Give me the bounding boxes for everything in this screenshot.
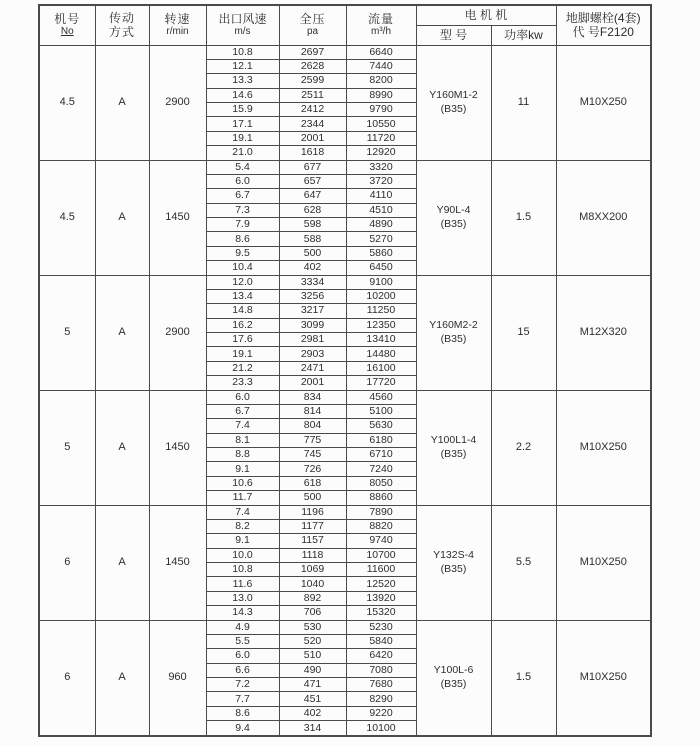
flow-cell: 9220: [346, 706, 416, 720]
flow-cell: 10200: [346, 289, 416, 303]
outlet-speed-cell: 8.8: [206, 448, 279, 462]
flow-cell: 13920: [346, 591, 416, 605]
rpm-cell: 2900: [149, 275, 206, 390]
flow-cell: 11720: [346, 131, 416, 145]
anchor-bolt-cell: M10X250: [556, 620, 651, 736]
outlet-speed-cell: 9.5: [206, 246, 279, 260]
pressure-cell: 471: [279, 678, 346, 692]
outlet-speed-cell: 6.0: [206, 649, 279, 663]
pressure-cell: 775: [279, 433, 346, 447]
flow-cell: 8860: [346, 491, 416, 505]
flow-cell: 4560: [346, 390, 416, 404]
flow-cell: 7440: [346, 59, 416, 73]
pressure-cell: 1177: [279, 519, 346, 533]
outlet-speed-cell: 5.4: [206, 160, 279, 174]
flow-cell: 9100: [346, 275, 416, 289]
machine-no-cell: 5: [39, 390, 95, 505]
pressure-cell: 1118: [279, 548, 346, 562]
header-bolt: [556, 5, 651, 45]
outlet-speed-cell: 14.3: [206, 606, 279, 620]
outlet-speed-cell: 10.8: [206, 563, 279, 577]
outlet-speed-cell: 9.4: [206, 721, 279, 736]
drive-mode-cell: A: [95, 45, 149, 160]
pressure-cell: 2001: [279, 131, 346, 145]
flow-cell: 3720: [346, 174, 416, 188]
flow-cell: 14480: [346, 347, 416, 361]
flow-cell: 7680: [346, 678, 416, 692]
pressure-cell: 745: [279, 448, 346, 462]
outlet-speed-cell: 23.3: [206, 376, 279, 390]
outlet-speed-cell: 14.8: [206, 304, 279, 318]
outlet-speed-cell: 7.3: [206, 203, 279, 217]
spec-row: [39, 45, 651, 59]
machine-no-cell: 4.5: [39, 160, 95, 275]
flow-cell: 5840: [346, 634, 416, 648]
flow-cell: 3320: [346, 160, 416, 174]
machine-no-cell: 6: [39, 620, 95, 736]
outlet-speed-cell: 8.6: [206, 232, 279, 246]
outlet-speed-cell: 13.4: [206, 289, 279, 303]
flow-cell: 6180: [346, 433, 416, 447]
header-machine-no-unit: No: [60, 26, 74, 38]
flow-cell: 10700: [346, 548, 416, 562]
header-motor-group: 电 机 机: [416, 5, 556, 25]
pressure-cell: 2001: [279, 376, 346, 390]
outlet-speed-cell: 9.1: [206, 534, 279, 548]
spec-row: [39, 505, 651, 519]
outlet-speed-cell: 8.1: [206, 433, 279, 447]
outlet-speed-cell: 17.6: [206, 333, 279, 347]
pressure-cell: 500: [279, 246, 346, 260]
outlet-speed-cell: 21.2: [206, 361, 279, 375]
header-bolt-label: 地脚螺栓(4套): [565, 10, 641, 25]
flow-cell: 11250: [346, 304, 416, 318]
header-motor-power: 功率kw: [491, 25, 556, 45]
outlet-speed-cell: 6.7: [206, 189, 279, 203]
rpm-cell: 1450: [149, 505, 206, 620]
outlet-speed-cell: 5.5: [206, 634, 279, 648]
motor-mount-text: (B35): [440, 562, 467, 575]
pressure-cell: 2344: [279, 117, 346, 131]
flow-cell: 8290: [346, 692, 416, 706]
pressure-cell: 500: [279, 491, 346, 505]
motor-power-cell: 1.5: [491, 620, 556, 736]
rpm-cell: 1450: [149, 390, 206, 505]
pressure-cell: 1196: [279, 505, 346, 519]
drive-mode-cell: A: [95, 390, 149, 505]
outlet-speed-cell: 6.0: [206, 390, 279, 404]
outlet-speed-cell: 12.1: [206, 59, 279, 73]
outlet-speed-cell: 7.7: [206, 692, 279, 706]
spec-row: [39, 275, 651, 289]
motor-power-cell: 15: [491, 275, 556, 390]
outlet-speed-cell: 16.2: [206, 318, 279, 332]
pressure-cell: 402: [279, 261, 346, 275]
motor-mount-text: (B35): [440, 447, 467, 460]
flow-cell: 10100: [346, 721, 416, 736]
flow-cell: 13410: [346, 333, 416, 347]
header-rpm-label: 转速: [164, 12, 191, 27]
flow-cell: 17720: [346, 376, 416, 390]
pressure-cell: 2471: [279, 361, 346, 375]
motor-mount-text: (B35): [440, 332, 467, 345]
outlet-speed-cell: 8.6: [206, 706, 279, 720]
outlet-speed-cell: 14.6: [206, 88, 279, 102]
outlet-speed-cell: 10.6: [206, 476, 279, 490]
spec-row: [39, 390, 651, 404]
pressure-cell: 804: [279, 419, 346, 433]
header-flow-unit: m³/h: [371, 26, 391, 38]
outlet-speed-cell: 6.6: [206, 663, 279, 677]
pressure-cell: 1069: [279, 563, 346, 577]
flow-cell: 7890: [346, 505, 416, 519]
pressure-cell: 2511: [279, 88, 346, 102]
outlet-speed-cell: 11.7: [206, 491, 279, 505]
flow-cell: 12520: [346, 577, 416, 591]
motor-mount-text: (B35): [440, 102, 467, 115]
header-bolt-code: 代 号F2120: [572, 25, 634, 40]
motor-power-cell: 1.5: [491, 160, 556, 275]
anchor-bolt-cell: M10X250: [556, 45, 651, 160]
rpm-cell: 1450: [149, 160, 206, 275]
pressure-cell: 892: [279, 591, 346, 605]
rpm-cell: 2900: [149, 45, 206, 160]
pressure-cell: 402: [279, 706, 346, 720]
pressure-cell: 598: [279, 218, 346, 232]
pressure-cell: 451: [279, 692, 346, 706]
motor-model-text: Y160M1-2: [429, 88, 478, 101]
pressure-cell: 2599: [279, 74, 346, 88]
header-pressure: [279, 5, 346, 45]
flow-cell: 8200: [346, 74, 416, 88]
outlet-speed-cell: 19.1: [206, 347, 279, 361]
flow-cell: 7080: [346, 663, 416, 677]
flow-cell: 4890: [346, 218, 416, 232]
pressure-cell: 588: [279, 232, 346, 246]
header-machine-no: [39, 5, 95, 45]
flow-cell: 5230: [346, 620, 416, 634]
pressure-cell: 510: [279, 649, 346, 663]
outlet-speed-cell: 6.0: [206, 174, 279, 188]
drive-mode-cell: A: [95, 160, 149, 275]
pressure-cell: 726: [279, 462, 346, 476]
pressure-cell: 2981: [279, 333, 346, 347]
anchor-bolt-cell: M8XX200: [556, 160, 651, 275]
pressure-cell: 706: [279, 606, 346, 620]
outlet-speed-cell: 21.0: [206, 146, 279, 160]
pressure-cell: 520: [279, 634, 346, 648]
header-row-1: [39, 5, 651, 25]
flow-cell: 7240: [346, 462, 416, 476]
outlet-speed-cell: 10.8: [206, 45, 279, 59]
flow-cell: 5630: [346, 419, 416, 433]
spec-row: [39, 160, 651, 174]
motor-model-text: Y90L-4: [436, 203, 471, 216]
motor-model-cell: [416, 505, 491, 620]
fan-spec-table: [38, 4, 652, 737]
anchor-bolt-cell: M10X250: [556, 505, 651, 620]
outlet-speed-cell: 7.4: [206, 505, 279, 519]
flow-cell: 6420: [346, 649, 416, 663]
outlet-speed-cell: 13.0: [206, 591, 279, 605]
header-pressure-label: 全压: [299, 12, 326, 27]
motor-model-text: Y100L-6: [433, 664, 474, 677]
rpm-cell: 960: [149, 620, 206, 736]
flow-cell: 6710: [346, 448, 416, 462]
header-rpm: [149, 5, 206, 45]
flow-cell: 8050: [346, 476, 416, 490]
outlet-speed-cell: 19.1: [206, 131, 279, 145]
pressure-cell: 490: [279, 663, 346, 677]
outlet-speed-cell: 17.1: [206, 117, 279, 131]
flow-cell: 10550: [346, 117, 416, 131]
flow-cell: 5100: [346, 404, 416, 418]
header-pressure-unit: pa: [306, 26, 319, 38]
flow-cell: 16100: [346, 361, 416, 375]
outlet-speed-cell: 6.7: [206, 404, 279, 418]
pressure-cell: 628: [279, 203, 346, 217]
flow-cell: 9740: [346, 534, 416, 548]
motor-model-text: Y160M2-2: [429, 318, 478, 331]
spec-row: [39, 620, 651, 634]
motor-model-cell: [416, 45, 491, 160]
flow-cell: 8990: [346, 88, 416, 102]
motor-mount-text: (B35): [440, 217, 467, 230]
pressure-cell: 657: [279, 174, 346, 188]
drive-mode-cell: A: [95, 275, 149, 390]
outlet-speed-cell: 10.0: [206, 548, 279, 562]
flow-cell: 12350: [346, 318, 416, 332]
table-body: [39, 45, 651, 736]
motor-power-cell: 5.5: [491, 505, 556, 620]
flow-cell: 11600: [346, 563, 416, 577]
pressure-cell: 2697: [279, 45, 346, 59]
motor-power-cell: 11: [491, 45, 556, 160]
motor-model-cell: [416, 620, 491, 736]
flow-cell: 4510: [346, 203, 416, 217]
header-outlet-speed: [206, 5, 279, 45]
pressure-cell: 618: [279, 476, 346, 490]
header-flow: [346, 5, 416, 45]
outlet-speed-cell: 12.0: [206, 275, 279, 289]
pressure-cell: 677: [279, 160, 346, 174]
pressure-cell: 3256: [279, 289, 346, 303]
pressure-cell: 1040: [279, 577, 346, 591]
pressure-cell: 647: [279, 189, 346, 203]
pressure-cell: 834: [279, 390, 346, 404]
pressure-cell: 2628: [279, 59, 346, 73]
outlet-speed-cell: 4.9: [206, 620, 279, 634]
pressure-cell: 1157: [279, 534, 346, 548]
anchor-bolt-cell: M12X320: [556, 275, 651, 390]
pressure-cell: 314: [279, 721, 346, 736]
pressure-cell: 3217: [279, 304, 346, 318]
motor-power-cell: 2.2: [491, 390, 556, 505]
table-header: [39, 5, 651, 45]
anchor-bolt-cell: M10X250: [556, 390, 651, 505]
pressure-cell: 3334: [279, 275, 346, 289]
outlet-speed-cell: 7.9: [206, 218, 279, 232]
header-flow-label: 流量: [367, 12, 394, 27]
outlet-speed-cell: 7.4: [206, 419, 279, 433]
motor-model-cell: [416, 275, 491, 390]
pressure-cell: 814: [279, 404, 346, 418]
pressure-cell: 1618: [279, 146, 346, 160]
flow-cell: 5270: [346, 232, 416, 246]
outlet-speed-cell: 11.6: [206, 577, 279, 591]
outlet-speed-cell: 10.4: [206, 261, 279, 275]
header-drive-mode: [95, 5, 149, 45]
pressure-cell: 2903: [279, 347, 346, 361]
flow-cell: 12920: [346, 146, 416, 160]
header-rpm-unit: r/min: [166, 26, 189, 38]
header-motor-model: 型 号: [416, 25, 491, 45]
pressure-cell: 3099: [279, 318, 346, 332]
flow-cell: 6450: [346, 261, 416, 275]
header-outlet-speed-label: 出口风速: [218, 12, 267, 27]
header-drive-label: 传动: [108, 10, 135, 25]
flow-cell: 9790: [346, 103, 416, 117]
header-machine-no-label: 机号: [54, 12, 81, 27]
flow-cell: 15320: [346, 606, 416, 620]
motor-model-cell: [416, 390, 491, 505]
outlet-speed-cell: 7.2: [206, 678, 279, 692]
outlet-speed-cell: 8.2: [206, 519, 279, 533]
motor-model-cell: [416, 160, 491, 275]
motor-model-text: Y132S-4: [433, 548, 474, 561]
outlet-speed-cell: 13.3: [206, 74, 279, 88]
pressure-cell: 2412: [279, 103, 346, 117]
flow-cell: 4110: [346, 189, 416, 203]
machine-no-cell: 4.5: [39, 45, 95, 160]
flow-cell: 6640: [346, 45, 416, 59]
drive-mode-cell: A: [95, 620, 149, 736]
header-drive-label2: 方式: [108, 25, 135, 40]
outlet-speed-cell: 9.1: [206, 462, 279, 476]
machine-no-cell: 6: [39, 505, 95, 620]
pressure-cell: 530: [279, 620, 346, 634]
flow-cell: 5860: [346, 246, 416, 260]
motor-model-text: Y100L1-4: [430, 433, 477, 446]
outlet-speed-cell: 15.9: [206, 103, 279, 117]
machine-no-cell: 5: [39, 275, 95, 390]
motor-mount-text: (B35): [440, 677, 467, 690]
drive-mode-cell: A: [95, 505, 149, 620]
flow-cell: 8820: [346, 519, 416, 533]
header-outlet-speed-unit: m/s: [234, 26, 251, 38]
